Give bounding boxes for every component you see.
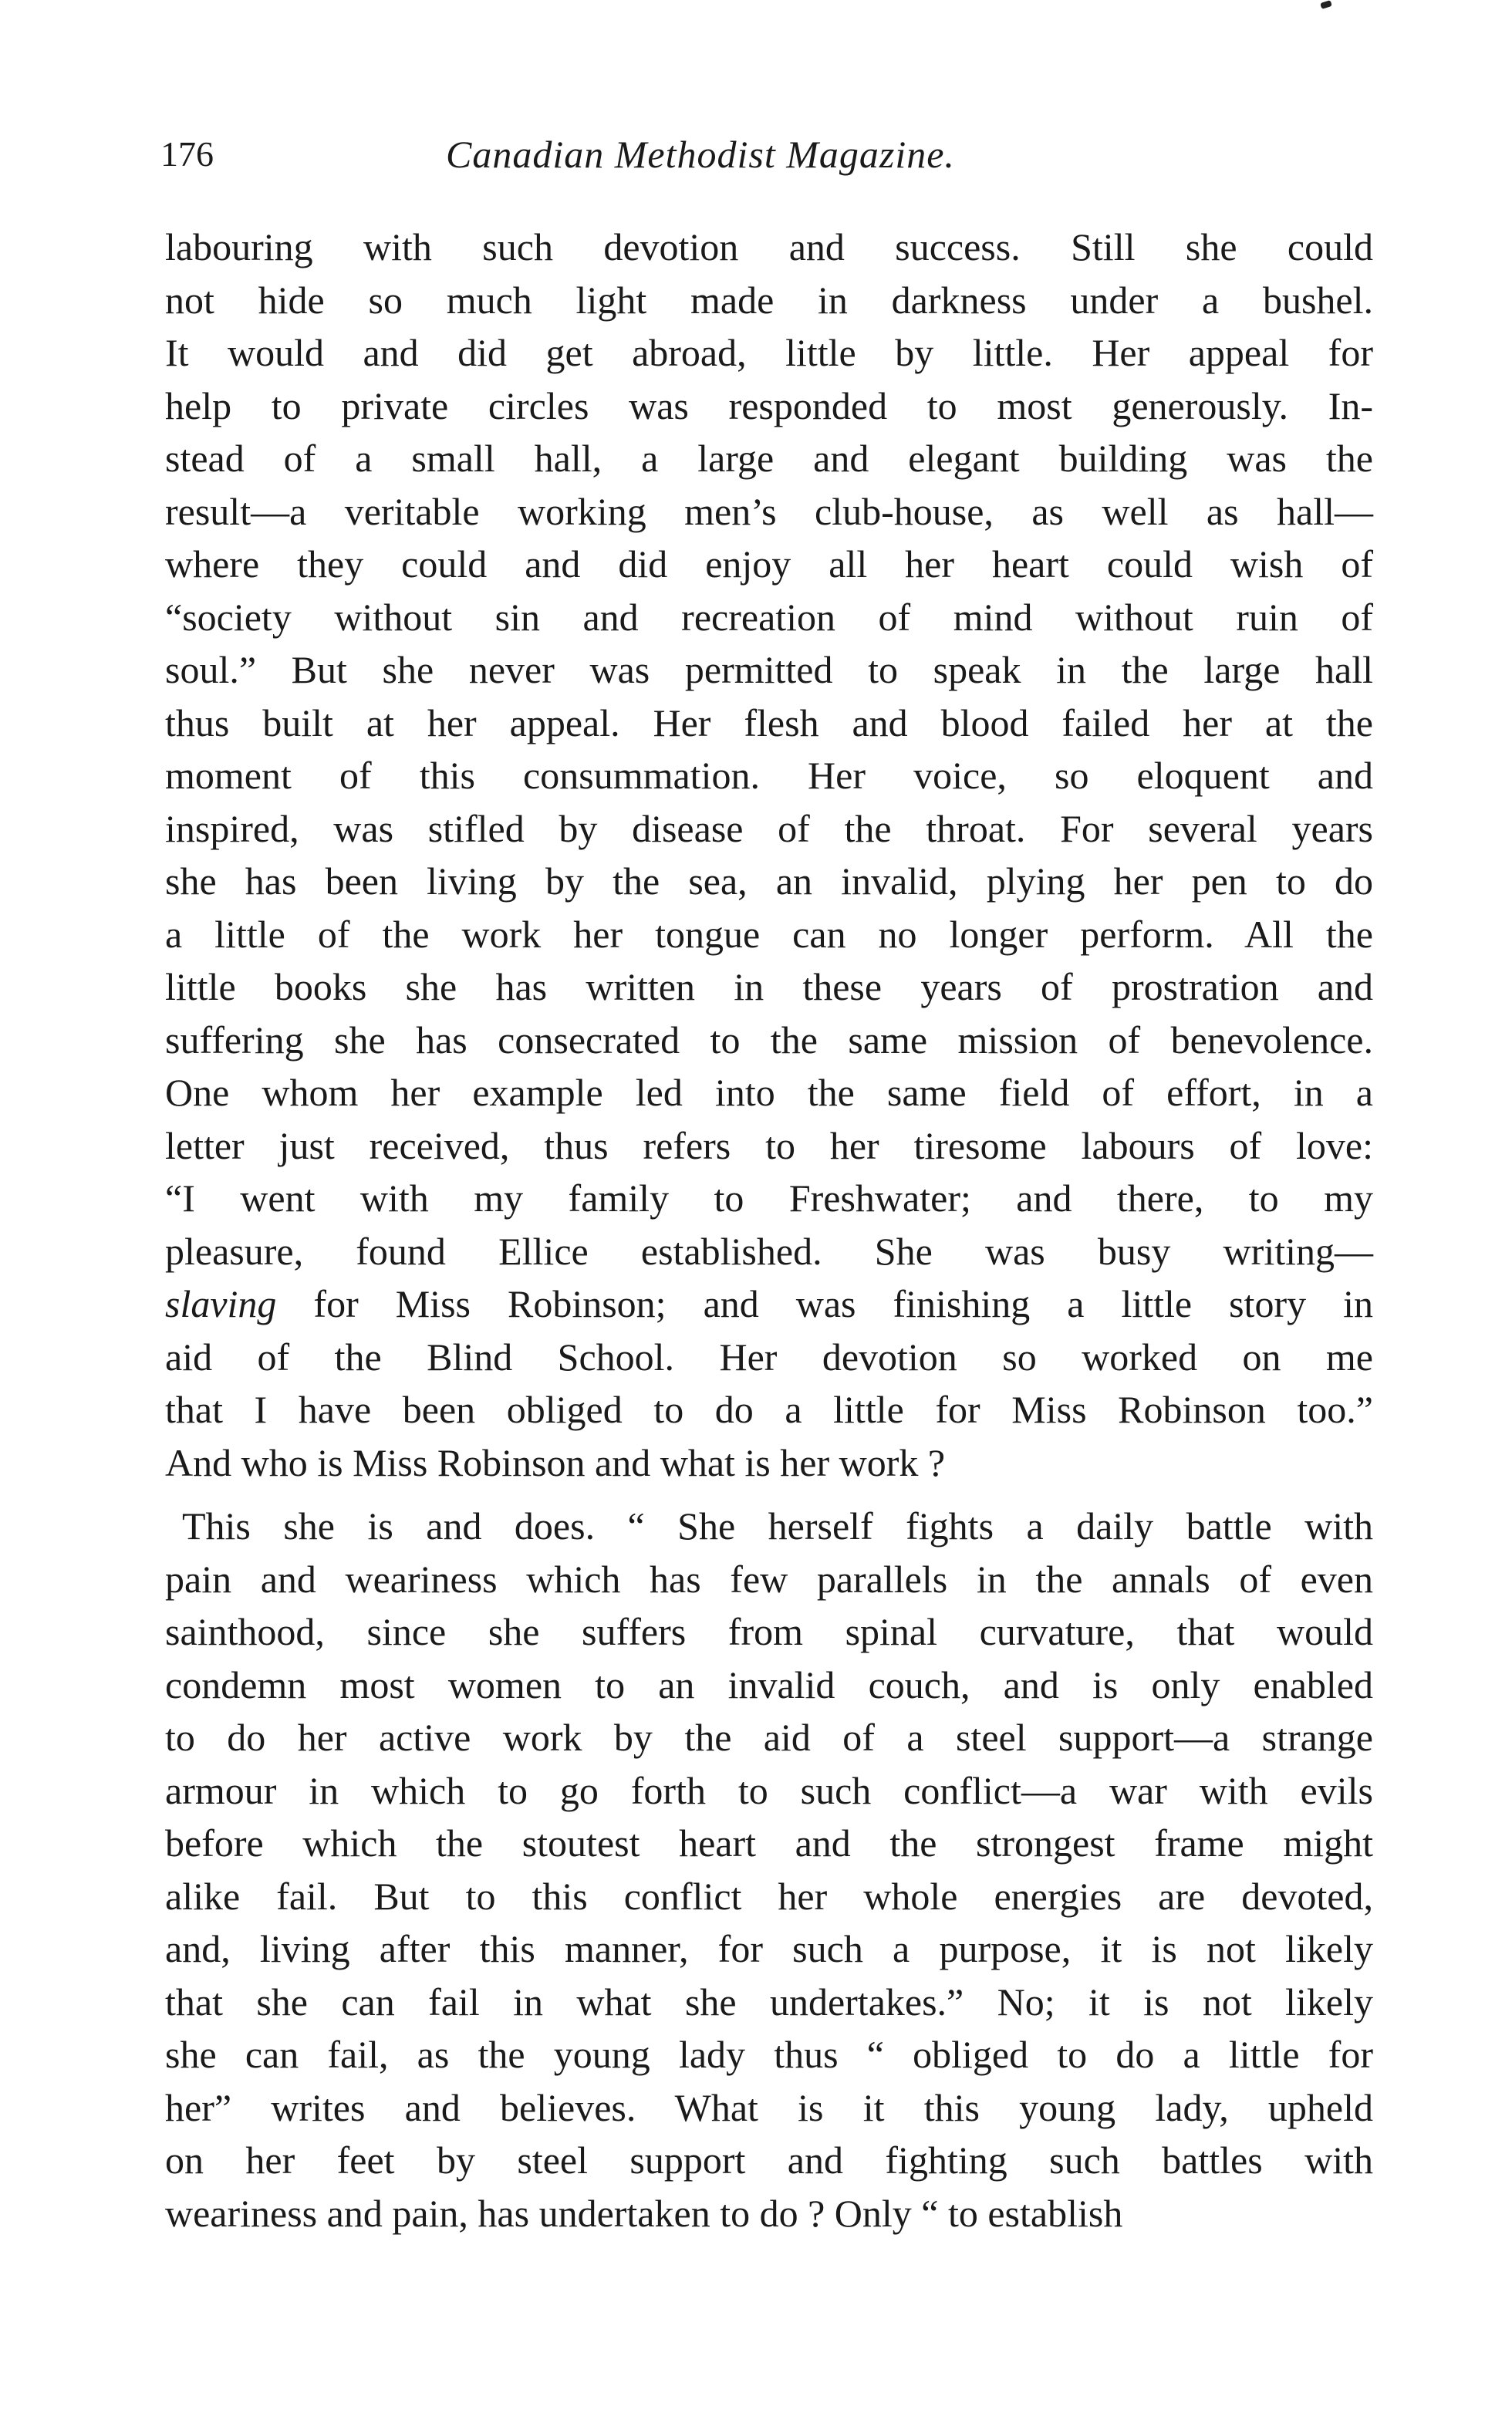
text-line: little books she has written in these years of prostration and (165, 965, 1373, 1008)
text-line: It would and did get abroad, little by little. Her appeal for (165, 331, 1373, 374)
text-line: “society without sin and recreation of mind without ruin of (165, 595, 1373, 639)
text-line: alike fail. But to this conflict her whole energies are devoted, (165, 1874, 1373, 1918)
text-line: help to private circles was responded to most generously. In- (165, 383, 1373, 427)
text-line: condemn most women to an invalid couch, and is only enabled (165, 1662, 1373, 1706)
text-line: a little of the work her tongue can no longer perform. All the (165, 912, 1373, 956)
text-line: letter just received, thus refers to her tiresome labours of love: (165, 1123, 1373, 1167)
text-line: inspired, was stifled by disease of the throat. For several years (165, 806, 1373, 850)
ink-speck (1320, 0, 1332, 9)
text-line: And who is Miss Robinson and what is her work ? (165, 1440, 946, 1484)
text-line: stead of a small hall, a large and elegant building was the (165, 437, 1373, 480)
emphasis-text: slaving (165, 1282, 277, 1325)
text-line: aid of the Blind School. Her devotion so worked on me (165, 1335, 1373, 1379)
text-line: that she can fail in what she undertakes.” No; it is not likely (165, 1980, 1373, 2024)
text-line: and, living after this manner, for such a purpose, it is not likely (165, 1927, 1373, 1970)
text-line: labouring with such devotion and success. Still she could (165, 225, 1373, 268)
text-line: on her feet by steel support and fighting such battles with (165, 2138, 1373, 2182)
paragraph-1 (165, 221, 1373, 1489)
text-line: suffering she has consecrated to the same mission of benevolence. (165, 1018, 1373, 1062)
text-line: soul.” But she never was permitted to speak in the large hall (165, 648, 1373, 691)
text-line: her” writes and believes. What is it this young lady, upheld (165, 2085, 1373, 2129)
text-line: slaving for Miss Robinson; and was finishing a little story in (165, 1282, 1373, 1325)
body-text (165, 221, 1373, 2250)
text-line: pleasure, found Ellice established. She was busy writing— (165, 1229, 1373, 1273)
paragraph-2 (165, 1500, 1373, 2240)
text-line: where they could and did enjoy all her heart could wish of (165, 542, 1373, 586)
running-title: Canadian Methodist Magazine. (446, 133, 955, 176)
text-line: before which the stoutest heart and the strongest frame might (165, 1821, 1373, 1865)
text-line: to do her active work by the aid of a steel support—a strange (165, 1716, 1373, 1759)
text-line: This she is and does. “ She herself fights a daily battle with (182, 1504, 1373, 1548)
text-line: One whom her example led into the same field of effort, in a (165, 1071, 1373, 1114)
text-line: armour in which to go forth to such conflict—a war with evils (165, 1768, 1373, 1812)
text-line: she can fail, as the young lady thus “ obliged to do a little for (165, 2033, 1373, 2076)
text-line: that I have been obliged to do a little for Miss Robinson too.” (165, 1388, 1373, 1431)
text-line: “I went with my family to Freshwater; and there, to my (165, 1176, 1373, 1220)
page-number: 176 (160, 134, 214, 174)
text-line: sainthood, since she suffers from spinal curvature, that would (165, 1610, 1373, 1653)
text-line: thus built at her appeal. Her flesh and blood failed her at the (165, 700, 1373, 744)
text-line: pain and weariness which has few parallels in the annals of even (165, 1557, 1373, 1601)
text-line: she has been living by the sea, an invalid, plying her pen to do (165, 859, 1373, 903)
text-line: moment of this consummation. Her voice, so eloquent and (165, 754, 1373, 797)
text-line: weariness and pain, has undertaken to do ? Only “ to establish (165, 2191, 1123, 2235)
text-line: not hide so much light made in darkness under a bushel. (165, 278, 1373, 322)
page-header (160, 131, 1379, 185)
text-line: result—a veritable working men’s club-house, as well as hall— (165, 489, 1373, 533)
